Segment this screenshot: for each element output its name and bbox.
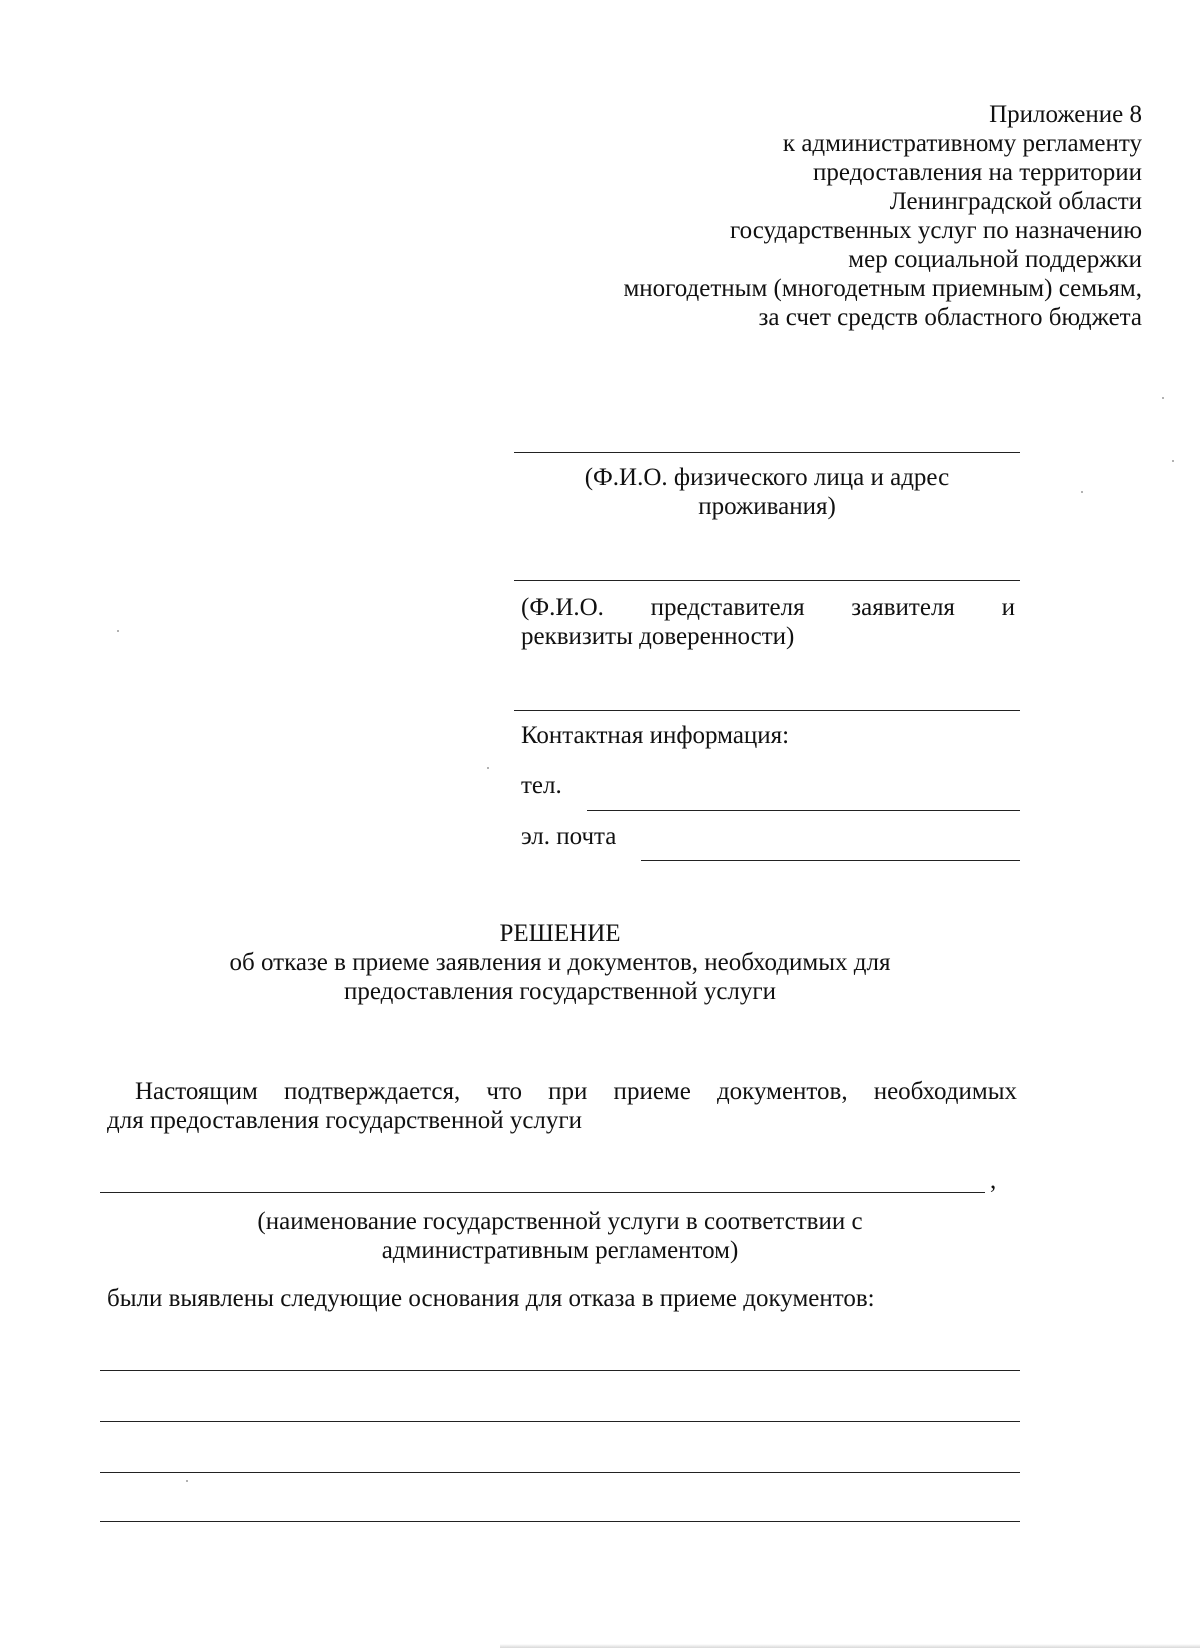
decision-subtitle-line: об отказе в приеме заявления и документов, необходимых для: [229, 949, 891, 976]
appendix-line: к административному регламенту: [782, 130, 1142, 157]
scan-speck: [1172, 460, 1174, 462]
scan-speck: [1162, 397, 1164, 399]
contact-fill-line: [514, 710, 1020, 711]
scan-speck: [487, 767, 489, 769]
appendix-line: Ленинградской области: [889, 188, 1142, 215]
phone-label: тел.: [521, 772, 562, 799]
confirmation-line: Настоящим подтверждается, что при приеме документов, необходимых: [135, 1078, 1017, 1105]
decision-subtitle-line: предоставления государственной услуги: [343, 978, 777, 1005]
refusal-reason-fill-line: [100, 1472, 1020, 1473]
service-caption: [100, 1207, 1020, 1265]
service-caption-line: административным регламентом): [381, 1237, 739, 1264]
representative-caption: [521, 593, 1015, 651]
representative-caption-line: (Ф.И.О. представителя заявителя и: [521, 594, 1015, 621]
appendix-line: многодетным (многодетным приемным) семьям,: [623, 275, 1142, 302]
refusal-reason-fill-line: [100, 1370, 1020, 1371]
email-label: эл. почта: [521, 823, 617, 850]
applicant-caption-line: (Ф.И.О. физического лица и адрес: [584, 464, 950, 491]
email-fill-line: [641, 860, 1020, 861]
representative-caption-line: реквизиты доверенности): [521, 623, 795, 650]
appendix-header: [442, 100, 1142, 332]
service-caption-line: (наименование государственной услуги в соответствии с: [257, 1208, 863, 1235]
applicant-fill-line: [514, 452, 1020, 453]
decision-title: РЕШЕНИЕ: [499, 920, 621, 947]
scan-speck: [186, 1480, 188, 1482]
trailing-comma: ,: [990, 1167, 997, 1194]
applicant-caption: [514, 463, 1020, 521]
refusal-reason-fill-line: [100, 1421, 1020, 1422]
confirmation-line: для предоставления государственной услуги: [107, 1107, 583, 1134]
refusal-reason-fill-line: [100, 1521, 1020, 1522]
phone-fill-line: [587, 810, 1020, 811]
scan-edge: [500, 1644, 1200, 1648]
service-name-fill-line: [100, 1192, 985, 1193]
confirmation-paragraph: [107, 1077, 1017, 1135]
appendix-line: государственных услуг по назначению: [730, 217, 1142, 244]
representative-fill-line: [514, 580, 1020, 581]
appendix-line: за счет средств областного бюджета: [758, 304, 1142, 331]
appendix-line: Приложение 8: [989, 101, 1142, 128]
applicant-caption-line: проживания): [698, 493, 836, 520]
decision-heading: [100, 919, 1020, 1006]
contact-label: Контактная информация:: [521, 722, 790, 749]
refusal-reasons-label: были выявлены следующие основания для отказа в приеме документов:: [107, 1285, 875, 1312]
scan-speck: [1081, 491, 1083, 493]
scan-speck: [117, 630, 119, 632]
appendix-line: мер социальной поддержки: [848, 246, 1142, 273]
appendix-line: предоставления на территории: [813, 159, 1142, 186]
